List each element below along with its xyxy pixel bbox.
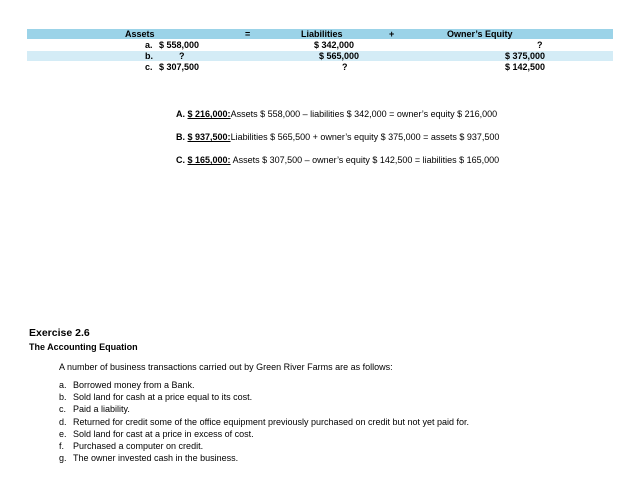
answer-b (176, 132, 499, 142)
list-item (59, 416, 469, 428)
header-liabilities: Liabilities (301, 29, 343, 39)
row-equity: $ 142,500 (505, 62, 546, 72)
table-row-a (27, 40, 613, 51)
answer-text: Assets $ 558,000 – liabilities $ 342,000 = owner’s equity $ 216,000 (230, 109, 498, 119)
list-item (59, 379, 469, 391)
row-label: a. (145, 40, 153, 50)
item-letter: d. (59, 416, 67, 427)
answer-amount: $ 937,500: (187, 132, 231, 142)
item-letter: b. (59, 392, 67, 403)
list-item (59, 391, 469, 403)
item-text: Sold land for cast at a price in excess of cost. (73, 428, 254, 439)
item-text: Sold land for cash at a price equal to its cost. (73, 392, 253, 403)
transactions-list (59, 379, 469, 464)
row-assets: ? (179, 51, 185, 61)
row-assets: $ 558,000 (159, 40, 200, 50)
answer-amount: $ 165,000: (187, 155, 231, 165)
item-text: Borrowed money from a Bank. (73, 380, 195, 390)
table-row-c (27, 62, 613, 73)
table-row-b (27, 51, 613, 62)
exercise-subtitle: The Accounting Equation (29, 342, 138, 352)
accounting-equation-table (27, 29, 613, 73)
answer-c (176, 155, 499, 165)
header-plus: + (389, 29, 395, 39)
item-letter: g. (59, 453, 67, 464)
item-text: Purchased a computer on credit. (73, 440, 204, 451)
item-text: Paid a liability. (73, 404, 130, 415)
answer-letter: A. (176, 109, 185, 119)
row-liabilities: $ 565,000 (319, 51, 360, 61)
row-equity: $ 375,000 (505, 51, 546, 61)
exercise-intro: A number of business transactions carried out by Green River Farms are as follows: (59, 362, 393, 372)
answer-text: Liabilities $ 565,500 + owner’s equity $ 375,000 = assets $ 937,500 (230, 132, 500, 142)
answer-letter: C. (176, 155, 185, 165)
answer-text: Assets $ 307,500 – owner’s equity $ 142,500 = liabilities $ 165,000 (230, 155, 500, 165)
answer-a (176, 109, 497, 119)
row-assets: $ 307,500 (159, 62, 200, 72)
row-equity: ? (537, 40, 543, 50)
header-assets: Assets (125, 29, 155, 39)
answer-amount: $ 216,000: (187, 109, 231, 119)
item-text: Returned for credit some of the office equipment previously purchased on credit but not yet paid for. (73, 416, 470, 427)
row-label: c. (145, 62, 153, 72)
item-letter: f. (59, 440, 65, 451)
answer-letter: B. (176, 132, 185, 142)
row-liabilities: ? (342, 62, 348, 72)
exercise-title: Exercise 2.6 (29, 327, 90, 339)
list-item (59, 440, 469, 452)
list-item (59, 428, 469, 440)
item-letter: c. (59, 404, 67, 415)
table-header-row (27, 29, 613, 40)
row-liabilities: $ 342,000 (314, 40, 355, 50)
row-label: b. (145, 51, 153, 61)
list-item (59, 452, 469, 464)
item-letter: a. (59, 380, 67, 390)
header-owners-equity: Owner’s Equity (447, 29, 513, 39)
item-text: The owner invested cash in the business. (73, 453, 239, 464)
list-item (59, 403, 469, 415)
item-letter: e. (59, 428, 67, 439)
header-equals: = (245, 29, 251, 39)
